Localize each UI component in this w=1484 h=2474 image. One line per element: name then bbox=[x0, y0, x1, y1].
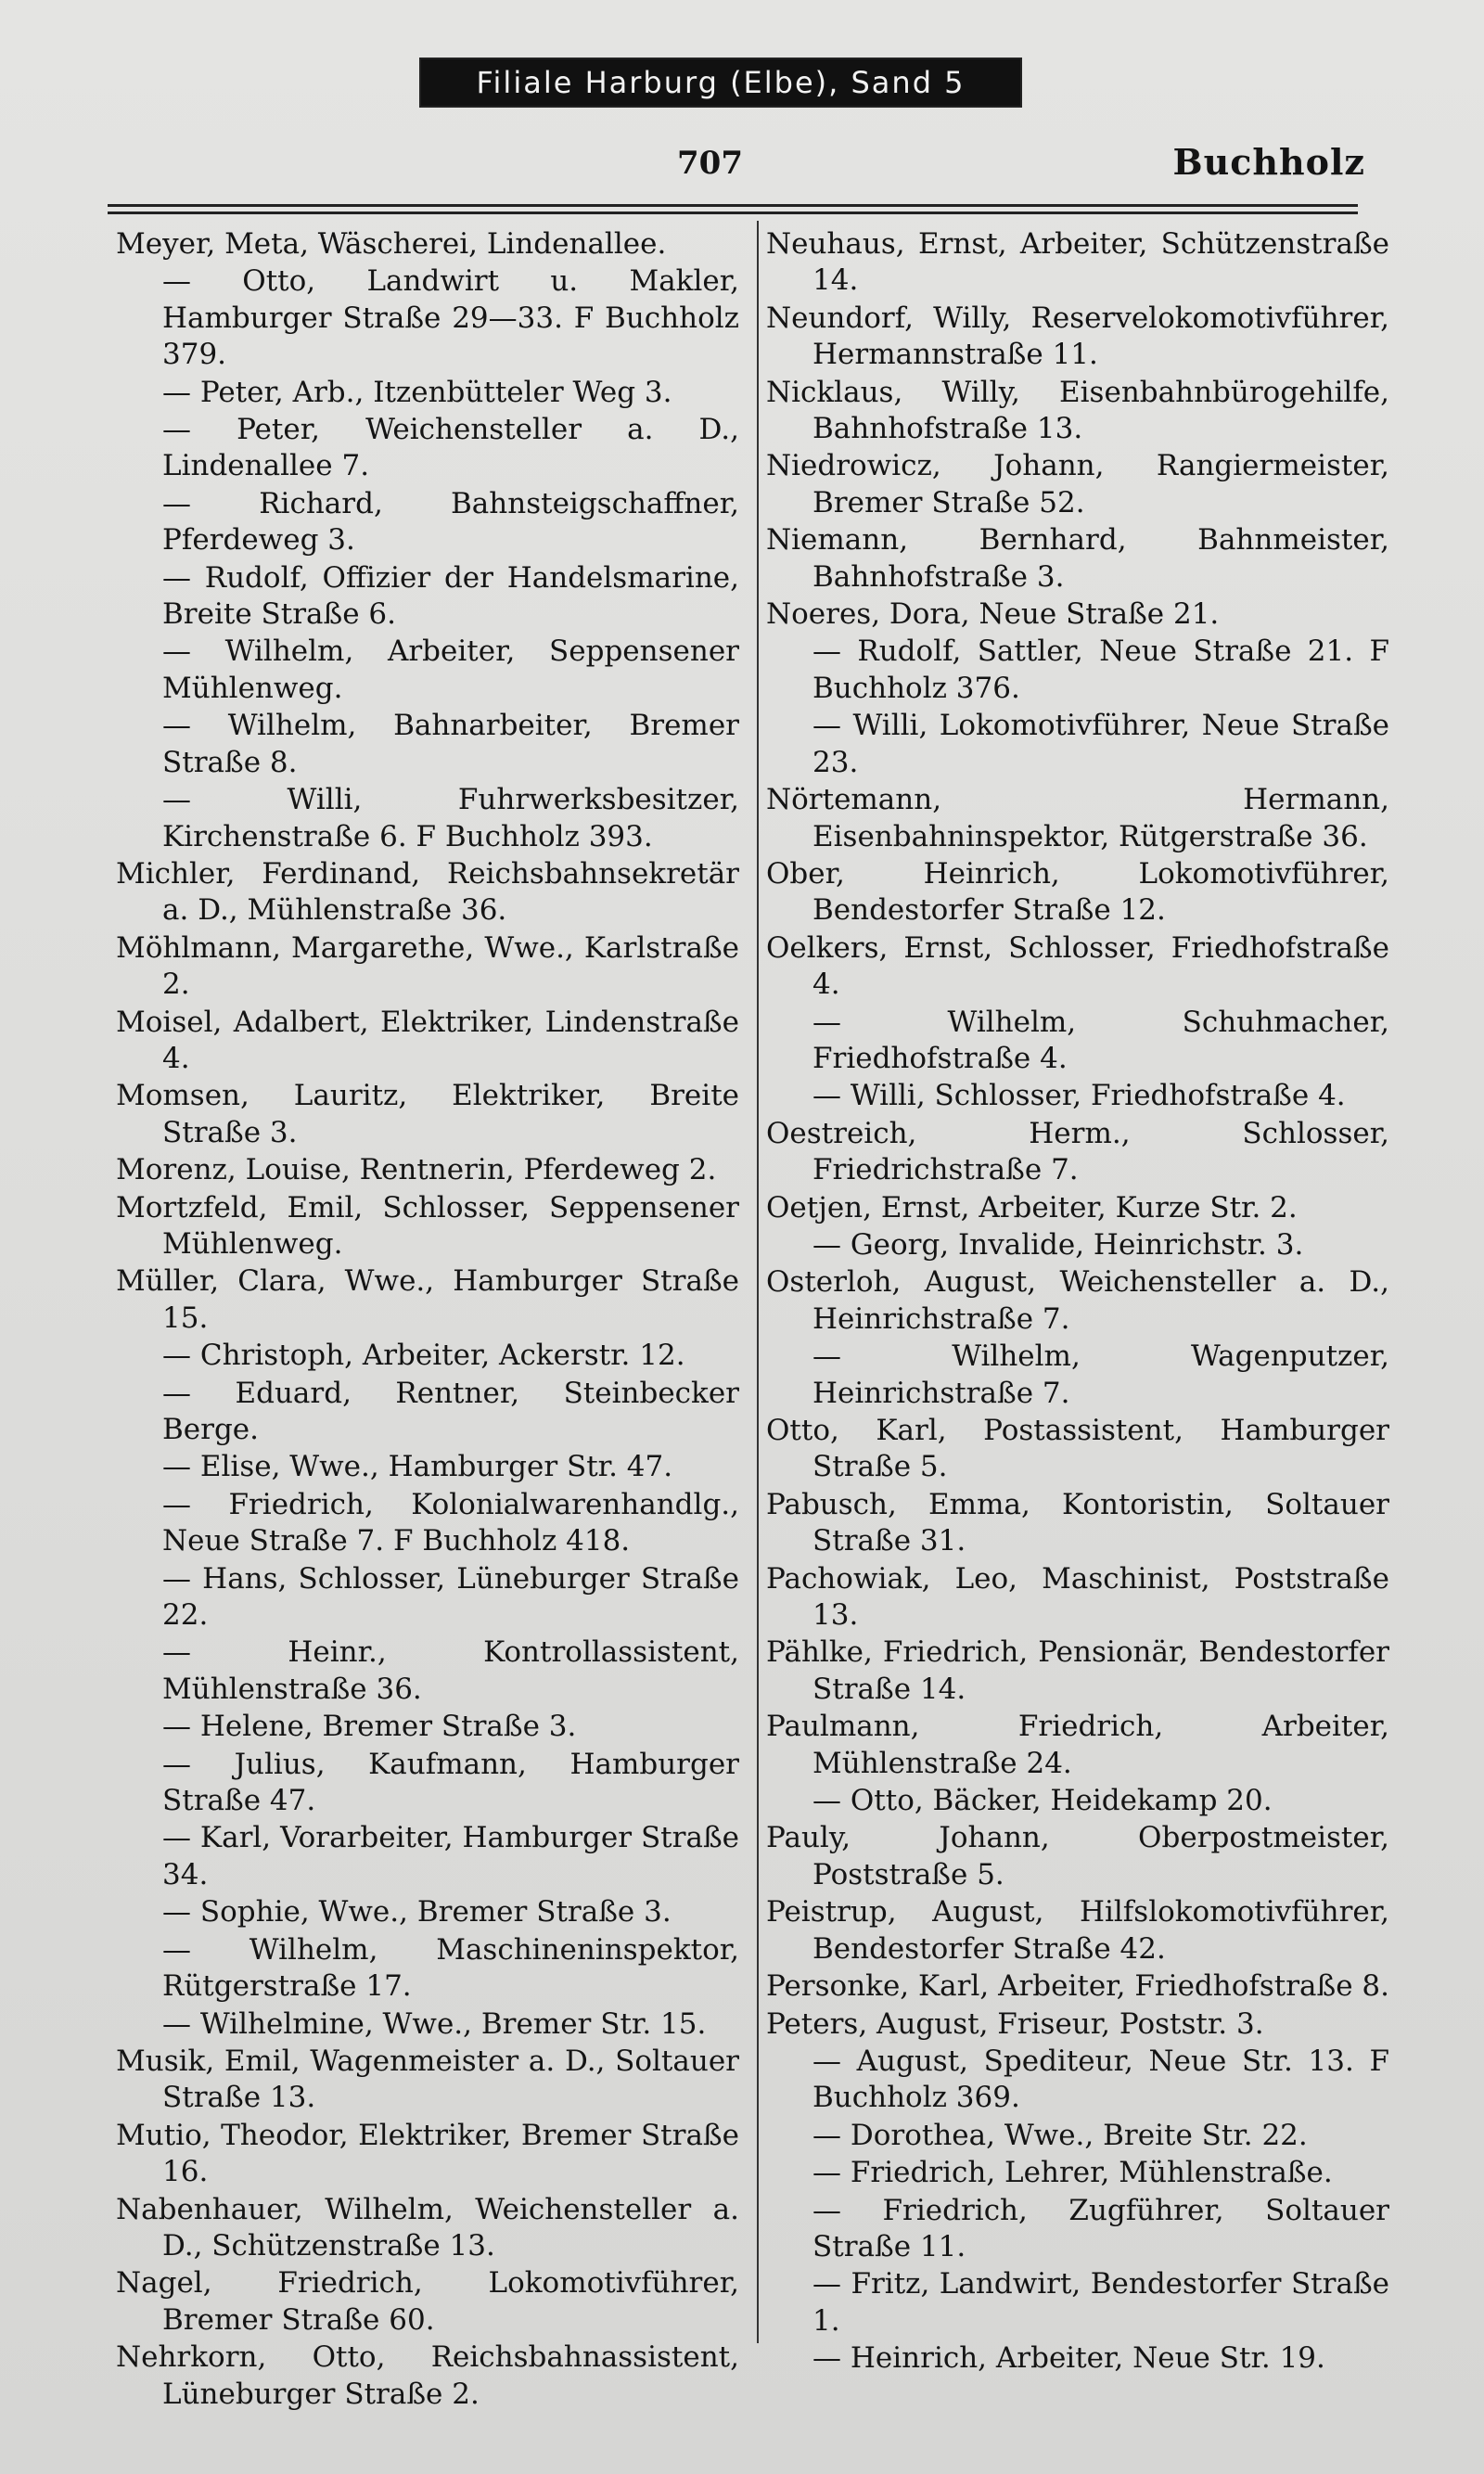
right-column bbox=[766, 226, 1389, 2378]
directory-entry: Niemann, Bernhard, Bahnmeister, Bahnhofstraße 3. bbox=[766, 523, 1389, 594]
directory-subentry: — Otto, Bäcker, Heidekamp 20. bbox=[766, 1783, 1389, 1819]
directory-entry: Otto, Karl, Postassistent, Hamburger Straße 5. bbox=[766, 1414, 1389, 1484]
directory-entry: Nörtemann, Hermann, Eisenbahninspektor, Rütgerstraße 36. bbox=[766, 783, 1389, 853]
directory-subentry: — Sophie, Wwe., Bremer Straße 3. bbox=[116, 1894, 739, 1930]
branch-stamp: Filiale Harburg (Elbe), Sand 5 bbox=[419, 58, 1022, 108]
directory-entry: Osterloh, August, Weichensteller a. D., Heinrichstraße 7. bbox=[766, 1265, 1389, 1336]
directory-subentry: — Peter, Arb., Itzenbütteler Weg 3. bbox=[116, 375, 739, 411]
directory-subentry: — Friedrich, Kolonialwarenhandlg., Neue Straße 7. F Buchholz 418. bbox=[116, 1487, 739, 1560]
directory-entry: Niedrowicz, Johann, Rangiermeister, Bremer Straße 52. bbox=[766, 449, 1389, 519]
directory-entry: Mortzfeld, Emil, Schlosser, Seppensener Mühlenweg. bbox=[116, 1190, 739, 1261]
directory-subentry: — Otto, Landwirt u. Makler, Hamburger Straße 29—33. F Buchholz 379. bbox=[116, 263, 739, 373]
directory-subentry: — Rudolf, Sattler, Neue Straße 21. F Buchholz 376. bbox=[766, 634, 1389, 707]
directory-subentry: — Peter, Weichensteller a. D., Lindenallee 7. bbox=[116, 412, 739, 485]
directory-entry: Michler, Ferdinand, Reichsbahnsekretär a. D., Mühlenstraße 36. bbox=[116, 856, 739, 928]
directory-entry: Pauly, Johann, Oberpostmeister, Poststraße 5. bbox=[766, 1821, 1389, 1891]
directory-entry: Nabenhauer, Wilhelm, Weichensteller a. D., Schützenstraße 13. bbox=[116, 2192, 739, 2262]
directory-entry: Müller, Clara, Wwe., Hamburger Straße 15. bbox=[116, 1264, 739, 1335]
directory-entry: Peters, August, Friseur, Poststr. 3. bbox=[766, 2006, 1264, 2041]
directory-subentry: — Wilhelm, Arbeiter, Seppensener Mühlenweg. bbox=[116, 634, 739, 707]
directory-subentry: — Richard, Bahnsteigschaffner, Pferdeweg 3. bbox=[116, 486, 739, 559]
directory-subentry: — Hans, Schlosser, Lüneburger Straße 22. bbox=[116, 1561, 739, 1634]
directory-entry: Noeres, Dora, Neue Straße 21. bbox=[766, 597, 1220, 632]
directory-entry: Oetjen, Ernst, Arbeiter, Kurze Str. 2. bbox=[766, 1190, 1298, 1224]
directory-entry: Personke, Karl, Arbeiter, Friedhofstraße 8. bbox=[766, 1969, 1390, 2004]
directory-entry: Oelkers, Ernst, Schlosser, Friedhofstraße 4. bbox=[766, 930, 1389, 1002]
directory-subentry: — Friedrich, Lehrer, Mühlenstraße. bbox=[766, 2155, 1389, 2191]
header-rule-bottom bbox=[108, 212, 1358, 214]
directory-subentry: — Georg, Invalide, Heinrichstr. 3. bbox=[766, 1227, 1389, 1263]
directory-entry: Mutio, Theodor, Elektriker, Bremer Straße 16. bbox=[116, 2118, 739, 2189]
directory-subentry: — Friedrich, Zugführer, Soltauer Straße 11. bbox=[766, 2193, 1389, 2266]
directory-subentry: — Wilhelmine, Wwe., Bremer Str. 15. bbox=[116, 2006, 739, 2043]
running-head: Buchholz bbox=[1172, 141, 1365, 183]
directory-subentry: — Wilhelm, Maschineninspektor, Rütgerstraße 17. bbox=[116, 1932, 739, 2006]
directory-subentry: — Julius, Kaufmann, Hamburger Straße 47. bbox=[116, 1747, 739, 1820]
directory-subentry: — Willi, Schlosser, Friedhofstraße 4. bbox=[766, 1078, 1389, 1114]
directory-entry: Pabusch, Emma, Kontoristin, Soltauer Straße 31. bbox=[766, 1487, 1389, 1558]
directory-subentry: — Wilhelm, Schuhmacher, Friedhofstraße 4. bbox=[766, 1005, 1389, 1078]
directory-entry: Paulmann, Friedrich, Arbeiter, Mühlenstraße 24. bbox=[766, 1710, 1389, 1780]
directory-subentry: — August, Spediteur, Neue Str. 13. F Buchholz 369. bbox=[766, 2044, 1389, 2117]
directory-entry: Ober, Heinrich, Lokomotivführer, Bendestorfer Straße 12. bbox=[766, 856, 1389, 928]
directory-subentry: — Willi, Lokomotivführer, Neue Straße 23. bbox=[766, 708, 1389, 781]
directory-entry: Nehrkorn, Otto, Reichsbahnassistent, Lüneburger Straße 2. bbox=[116, 2340, 739, 2411]
directory-subentry: — Dorothea, Wwe., Breite Str. 22. bbox=[766, 2118, 1389, 2154]
header-rule-top bbox=[108, 204, 1358, 207]
directory-entry: Moisel, Adalbert, Elektriker, Lindenstraße 4. bbox=[116, 1005, 739, 1075]
directory-entry: Morenz, Louise, Rentnerin, Pferdeweg 2. bbox=[116, 1153, 717, 1187]
directory-subentry: — Heinr., Kontrollassistent, Mühlenstraße 36. bbox=[116, 1634, 739, 1708]
left-column bbox=[116, 226, 739, 2414]
directory-subentry: — Fritz, Landwirt, Bendestorfer Straße 1. bbox=[766, 2266, 1389, 2339]
directory-entry: Peistrup, August, Hilfslokomotivführer, Bendestorfer Straße 42. bbox=[766, 1895, 1389, 1966]
directory-entry: Neuhaus, Ernst, Arbeiter, Schützenstraße 14. bbox=[766, 227, 1389, 298]
directory-subentry: — Wilhelm, Bahnarbeiter, Bremer Straße 8. bbox=[116, 708, 739, 781]
directory-subentry: — Karl, Vorarbeiter, Hamburger Straße 34. bbox=[116, 1820, 739, 1893]
directory-subentry: — Willi, Fuhrwerksbesitzer, Kirchenstraße 6. F Buchholz 393. bbox=[116, 782, 739, 855]
directory-entry: Möhlmann, Margarethe, Wwe., Karlstraße 2. bbox=[116, 930, 739, 1002]
directory-subentry: — Helene, Bremer Straße 3. bbox=[116, 1709, 739, 1745]
directory-subentry: — Eduard, Rentner, Steinbecker Berge. bbox=[116, 1376, 739, 1449]
page-number: 707 bbox=[677, 145, 743, 182]
directory-entry: Pählke, Friedrich, Pensionär, Bendestorfer Straße 14. bbox=[766, 1635, 1389, 1706]
column-divider bbox=[757, 221, 759, 2343]
directory-entry: Nagel, Friedrich, Lokomotivführer, Bremer Straße 60. bbox=[116, 2266, 739, 2337]
directory-subentry: — Christoph, Arbeiter, Ackerstr. 12. bbox=[116, 1338, 739, 1374]
directory-entry: Oestreich, Herm., Schlosser, Friedrichstraße 7. bbox=[766, 1116, 1389, 1187]
directory-subentry: — Heinrich, Arbeiter, Neue Str. 19. bbox=[766, 2340, 1389, 2377]
directory-entry: Nicklaus, Willy, Eisenbahnbürogehilfe, Bahnhofstraße 13. bbox=[766, 375, 1389, 446]
directory-entry: Pachowiak, Leo, Maschinist, Poststraße 13. bbox=[766, 1561, 1389, 1633]
directory-subentry: — Elise, Wwe., Hamburger Str. 47. bbox=[116, 1449, 739, 1485]
directory-subentry: — Rudolf, Offizier der Handelsmarine, Breite Straße 6. bbox=[116, 560, 739, 634]
directory-entry: Neundorf, Willy, Reservelokomotivführer, Hermannstraße 11. bbox=[766, 301, 1389, 372]
directory-entry: Meyer, Meta, Wäscherei, Lindenallee. bbox=[116, 227, 667, 261]
directory-entry: Momsen, Lauritz, Elektriker, Breite Straße 3. bbox=[116, 1079, 739, 1149]
directory-subentry: — Wilhelm, Wagenputzer, Heinrichstraße 7. bbox=[766, 1339, 1389, 1412]
directory-entry: Musik, Emil, Wagenmeister a. D., Soltauer Straße 13. bbox=[116, 2044, 739, 2115]
